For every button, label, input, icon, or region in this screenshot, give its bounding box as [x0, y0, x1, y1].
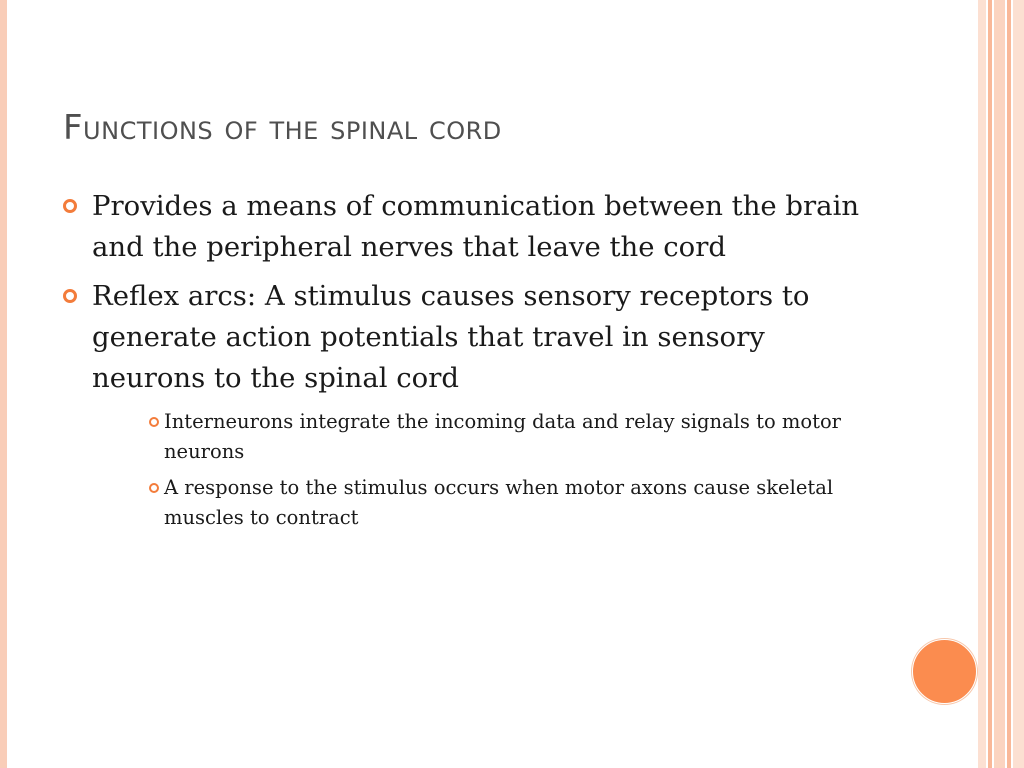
stripe: [1007, 0, 1011, 768]
sub-list-item-text: Interneurons integrate the incoming data and relay signals to motor neurons: [164, 410, 842, 463]
sub-list-item: [149, 473, 883, 533]
stripe: [1013, 0, 1024, 768]
list-item: [63, 186, 883, 268]
circle-bullet-icon: [149, 417, 159, 427]
list-item-text: Provides a means of communication between the brain and the peripheral nerves that leave the cord: [92, 190, 860, 263]
sub-list-item: [149, 407, 883, 467]
orange-circle-decoration: [912, 639, 977, 704]
circle-bullet-icon: [63, 289, 77, 303]
stripe: [978, 0, 986, 768]
slide-title: Functions of the spinal cord: [63, 108, 502, 148]
left-border-decoration: [0, 0, 7, 768]
stripe: [988, 0, 992, 768]
bullet-list: [63, 186, 883, 539]
list-item-text: Reflex arcs: A stimulus causes sensory receptors to generate action potentials that travel in sensory neurons to the spinal cord: [92, 280, 810, 394]
sub-list-item-text: A response to the stimulus occurs when motor axons cause skeletal muscles to contract: [164, 476, 834, 529]
circle-bullet-icon: [63, 199, 77, 213]
stripe: [994, 0, 1005, 768]
right-stripe-decoration: [978, 0, 1024, 768]
list-item: [63, 276, 883, 399]
circle-bullet-icon: [149, 483, 159, 493]
